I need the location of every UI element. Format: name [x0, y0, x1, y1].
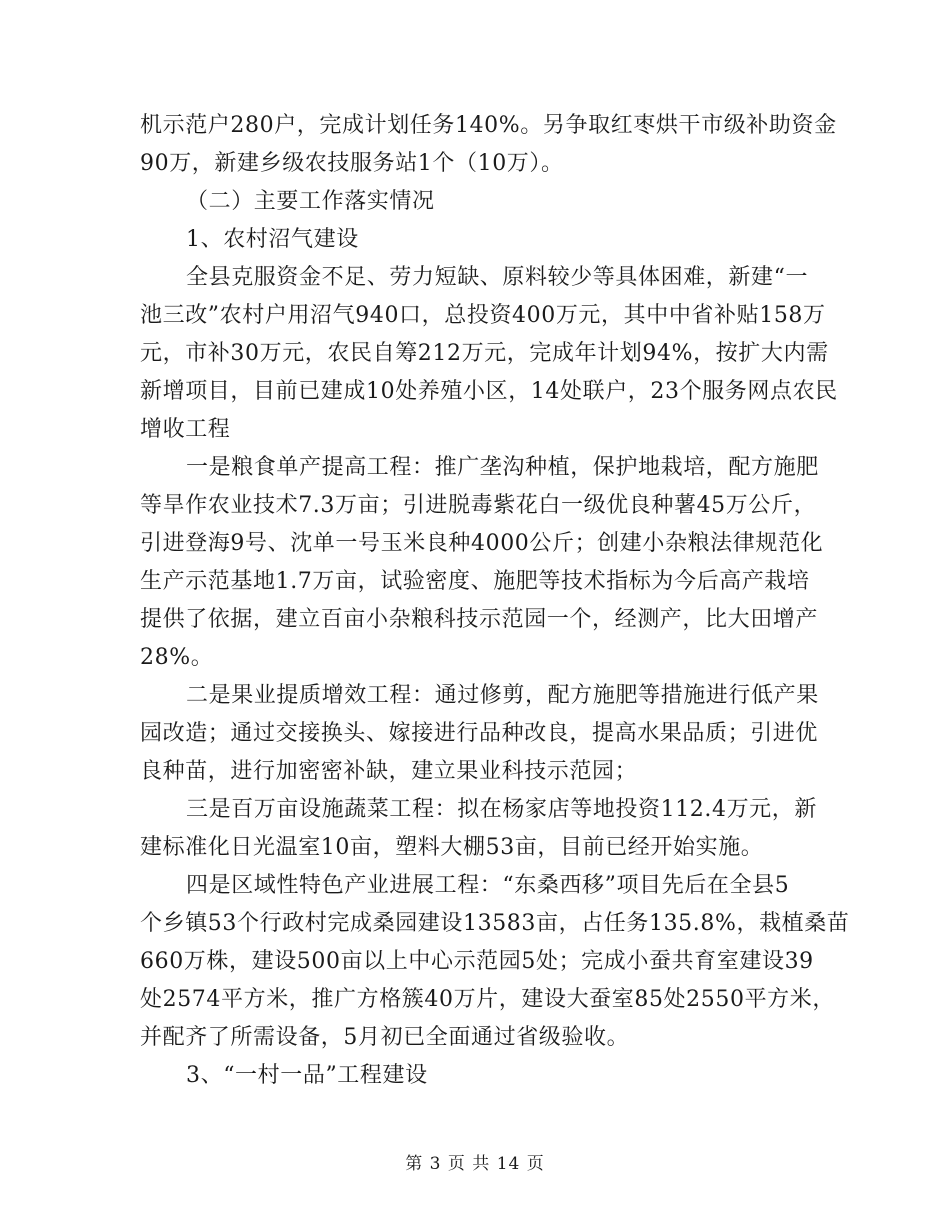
body-text-line: 引进登海9号、沈单一号玉米良种4000公斤；创建小杂粮法律规范化: [140, 531, 824, 556]
body-text-line: 个乡镇53个行政村完成桑园建设13583亩，占任务135.8%，栽植桑苗: [140, 911, 850, 936]
page-number: 第 3 页 共 14 页: [405, 1154, 545, 1174]
body-text-line: 一是粮食单产提高工程：推广垄沟种植，保护地栽培，配方施肥: [186, 455, 819, 480]
body-text-line: 园改造；通过交接换头、嫁接进行品种改良，提高水果品质；引进优: [140, 721, 819, 746]
body-text-line: 机示范户280户，完成计划任务140%。另争取红枣烘干市级补助资金: [140, 113, 837, 138]
body-text-line: 28%。: [140, 645, 214, 670]
body-text-line: 660万株，建设500亩以上中心示范园5处；完成小蚕共育室建设39: [140, 949, 814, 974]
body-text-line: 建标准化日光温室10亩，塑料大棚53亩，目前已经开始实施。: [140, 835, 764, 860]
body-text-line: 池三改”农村户用沼气940口，总投资400万元，其中中省补贴158万: [140, 303, 826, 328]
body-text-line: 四是区域性特色产业进展工程：“东桑西移”项目先后在全县5: [186, 873, 790, 898]
body-text-line: 二是果业提质增效工程：通过修剪，配方施肥等措施进行低产果: [186, 683, 819, 708]
body-text-line: 良种苗，进行加密密补缺，建立果业科技示范园；: [140, 759, 638, 784]
subsection-heading: 3、“一村一品”工程建设: [186, 1063, 428, 1088]
body-text-line: 全县克服资金不足、劳力短缺、原料较少等具体困难，新建“一: [186, 265, 809, 290]
body-text-line: 90万，新建乡级农技服务站1个（10万）。: [140, 151, 564, 176]
body-text-line: 提供了依据，建立百亩小杂粮科技示范园一个，经测产，比大田增产: [140, 607, 819, 632]
body-text-line: 等旱作农业技术7.3万亩；引进脱毒紫花白一级优良种薯45万公斤，: [140, 493, 817, 518]
body-text-line: 三是百万亩设施蔬菜工程：拟在杨家店等地投资112.4万元，新: [186, 797, 817, 822]
body-text-line: 新增项目，目前已建成10处养殖小区，14处联户，23个服务网点农民: [140, 379, 838, 404]
body-text-line: 元，市补30万元，农民自筹212万元，完成年计划94%，按扩大内需: [140, 341, 829, 366]
subsection-heading: 1、农村沼气建设: [186, 227, 359, 252]
body-text-line: 增收工程: [140, 417, 231, 442]
page-footer: [0, 1152, 950, 1176]
body-text-line: 处2574平方米，推广方格簇40万片，建设大蚕室85处2550平方米，: [140, 987, 835, 1012]
body-text-line: 并配齐了所需设备，5月初已全面通过省级验收。: [140, 1025, 630, 1050]
section-heading: （二）主要工作落实情况: [186, 189, 435, 214]
body-text-line: 生产示范基地1.7万亩，试验密度、施肥等技术指标为今后高产栽培: [140, 569, 810, 594]
